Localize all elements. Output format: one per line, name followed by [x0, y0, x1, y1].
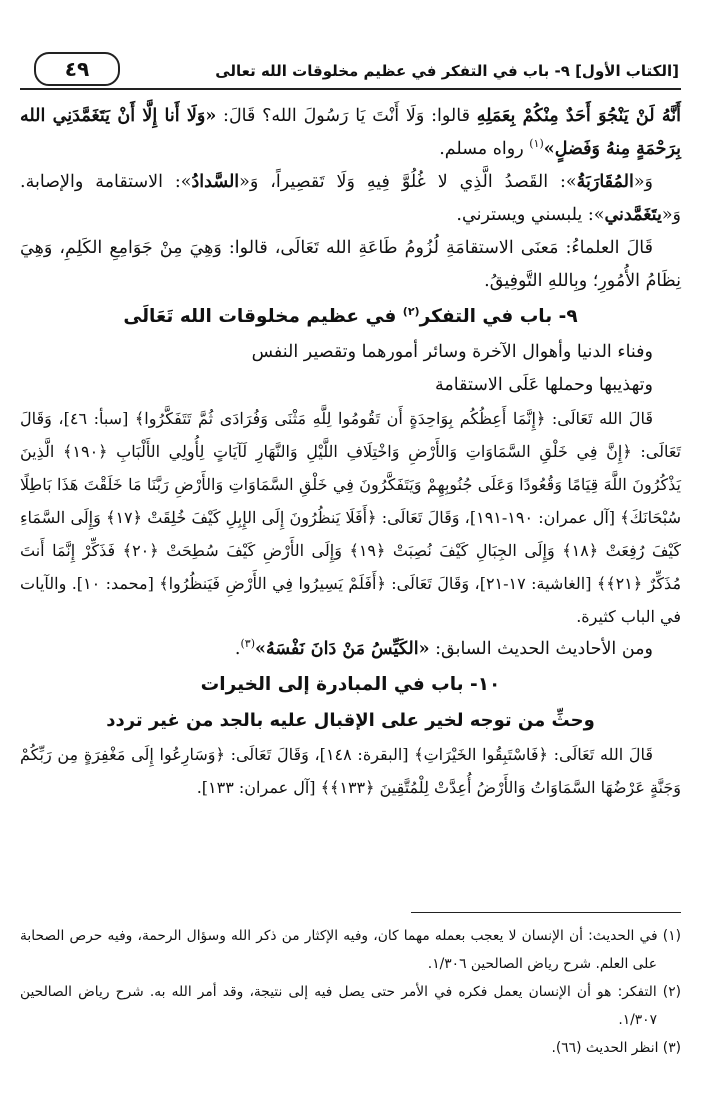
- definition-text: وَ«: [633, 172, 653, 192]
- chapter-10-verses: قَالَ الله تَعَالَى: ﴿فَاسْتَبِقُوا الخَيْرَاتِ﴾ [البقرة: ١٤٨]، وَقَالَ تَعَالَى: ﴿وَسَارِعُوا إِلَى مَغْفِرَةٍ مِن رَبِّكُمْ وَجَنَّةٍ عَرْضُهَا السَّمَاوَاتُ وَالأَرْضُ أُعِدَّتْ لِلْمُتَّقِينَ ﴿١٣٣﴾﴾ [آل عمران: ١٣٣].: [20, 745, 681, 797]
- scholars-paragraph: قَالَ العلماءُ: مَعنَى الاستقامَةِ لُزُومُ طَاعَةِ الله تَعَالَى، قالوا: وَهِيَ مِنْ جَوَامِعِ الكَلِمِ، وَهِيَ نِظَامُ الأُمُورِ؛ وبِاللهِ التَّوفِيقُ.: [20, 238, 681, 291]
- hadith-end: .: [234, 639, 241, 659]
- definition-term: السَّدادُ: [191, 172, 240, 192]
- footnote-ref: (٣): [240, 637, 255, 651]
- chapter-10-heading: ١٠- باب في المبادرة إلى الخيرات: [200, 674, 501, 695]
- chapter-9-subtitle-line-2: وتهذيبها وحملها عَلَى الاستقامة: [435, 375, 653, 395]
- hadith-source: رواه مسلم.: [439, 139, 530, 159]
- page-number-badge: ٤٩: [34, 52, 120, 86]
- definitions-paragraph: [20, 166, 681, 232]
- footnote-divider: [411, 912, 681, 913]
- chapter-9-title: ٩- باب في التفكر: [419, 306, 578, 327]
- hadith-text-bold: أَنَّهُ لَنْ يَنْجُوَ أَحَدٌ مِنْكُمْ بِعَمَلِهِ: [476, 106, 681, 126]
- definition-text: »: الاستقامة والإصابة. وَ«: [20, 172, 681, 225]
- chapter-9-title: في عظيم مخلوقات الله تَعَالَى: [123, 306, 403, 327]
- footnote-ref: (٢): [402, 304, 420, 318]
- footnotes: [20, 922, 681, 1062]
- definition-text: »: القَصدُ الَّذِي لا غُلُوَّ فِيهِ وَلَا تَقصِيراً، وَ«: [239, 172, 577, 192]
- hadith-paragraph: [20, 100, 681, 166]
- page-header: [20, 48, 681, 90]
- definition-term: يتَغَمَّدني: [604, 205, 662, 225]
- definition-text: »: يلبسني ويسترني.: [456, 205, 605, 225]
- hadith-text-bold: «وَلَا أَنا إِلَّا أَنْ يَتَغَمَّدَنِي الله بِرَحْمَةٍ مِنهُ وَفَضلٍ»: [20, 106, 681, 159]
- footnote-ref: (١): [529, 137, 544, 151]
- chapter-9-subtitle-line-1: وفناء الدنيا وأهوال الآخرة وسائر أمورهما وتقصير النفس: [251, 342, 653, 362]
- hadith-text: قالوا: وَلَا أَنْتَ يَا رَسُولَ الله؟ قَالَ:: [216, 106, 477, 126]
- footnote-1: (١) في الحديث: أن الإنسان لا يعجب بعمله مهما كان، وفيه الإكثار من ذكر الله وسؤال الرحمة، وفيه حرص الصحابة على العلم. شرح رياض الصالحين ١/٣٠٦.: [20, 928, 681, 972]
- hadith-intro: ومن الأحاديث الحديث السابق:: [429, 639, 653, 659]
- chapter-9-verses: قَالَ الله تَعَالَى: ﴿إِنَّمَا أَعِظُكُم بِوَاحِدَةٍ أَن تَقُومُوا لِلَّهِ مَثْنَى وَفُرَادَى ثُمَّ تَتَفَكَّرُوا﴾ [سبأ: ٤٦]، وَقَالَ تَعَالَى: ﴿إِنَّ فِي خَلْقِ السَّمَاوَاتِ وَالأَرْضِ وَاخْتِلَافِ اللَّيْلِ وَالنَّهَارِ لَآيَاتٍ لِأُولِي الأَلْبَابِ ﴿١٩٠﴾ الَّذِينَ يَذْكُرُونَ اللَّهَ قِيَامًا وَقُعُودًا وَعَلَى جُنُوبِهِمْ وَيَتَفَكَّرُونَ فِي خَلْقِ السَّمَاوَاتِ وَالأَرْضِ رَبَّنَا مَا خَلَقْتَ هَذَا بَاطِلًا سُبْحَانَكَ﴾ [آل عمران: ١٩٠-١٩١]، وَقَالَ تَعَالَى: ﴿أَفَلَا يَنظُرُونَ إِلَى الإِبِلِ كَيْفَ خُلِقَتْ ﴿١٧﴾ وَإِلَى السَّمَاءِ كَيْفَ رُفِعَتْ ﴿١٨﴾ وَإِلَى الجِبَالِ كَيْفَ نُصِبَتْ ﴿١٩﴾ وَإِلَى الأَرْضِ كَيْفَ سُطِحَتْ ﴿٢٠﴾ فَذَكِّرْ إِنَّمَا أَنتَ مُذَكِّرٌ ﴿٢١﴾﴾ [الغاشية: ١٧-٢١]، وَقَالَ تَعَالَى: ﴿أَفَلَمْ يَسِيرُوا فِي الأَرْضِ فَيَنظُرُوا﴾ [محمد: ١٠]. والآيات في الباب كثيرة.: [20, 409, 682, 626]
- chapter-9-heading: [20, 300, 681, 334]
- footnote-3: (٣) انظر الحديث (٦٦).: [551, 1040, 681, 1056]
- chapter-10-subtitle: وحثِّ من توجه لخير على الإقبال عليه بالجد من غير تردد: [106, 710, 595, 731]
- definition-term: المُقَارَبَةُ: [576, 172, 634, 192]
- running-title: [الكتاب الأول] ٩- باب في التفكر في عظيم مخلوقات الله تعالى: [215, 62, 679, 80]
- hadith-quote: «الكَيِّسُ مَنْ دَانَ نَفْسَهُ»: [255, 639, 430, 659]
- main-text: [20, 100, 681, 804]
- chapter-9-hadith: [20, 633, 681, 666]
- footnote-2: (٢) التفكر: هو أن الإنسان يعمل فكره في الأمر حتى يصل فيه إلى نتيجة، وقد أمر الله به. شرح رياض الصالحين ١/٣٠٧.: [20, 984, 681, 1028]
- book-page: [20, 0, 681, 1111]
